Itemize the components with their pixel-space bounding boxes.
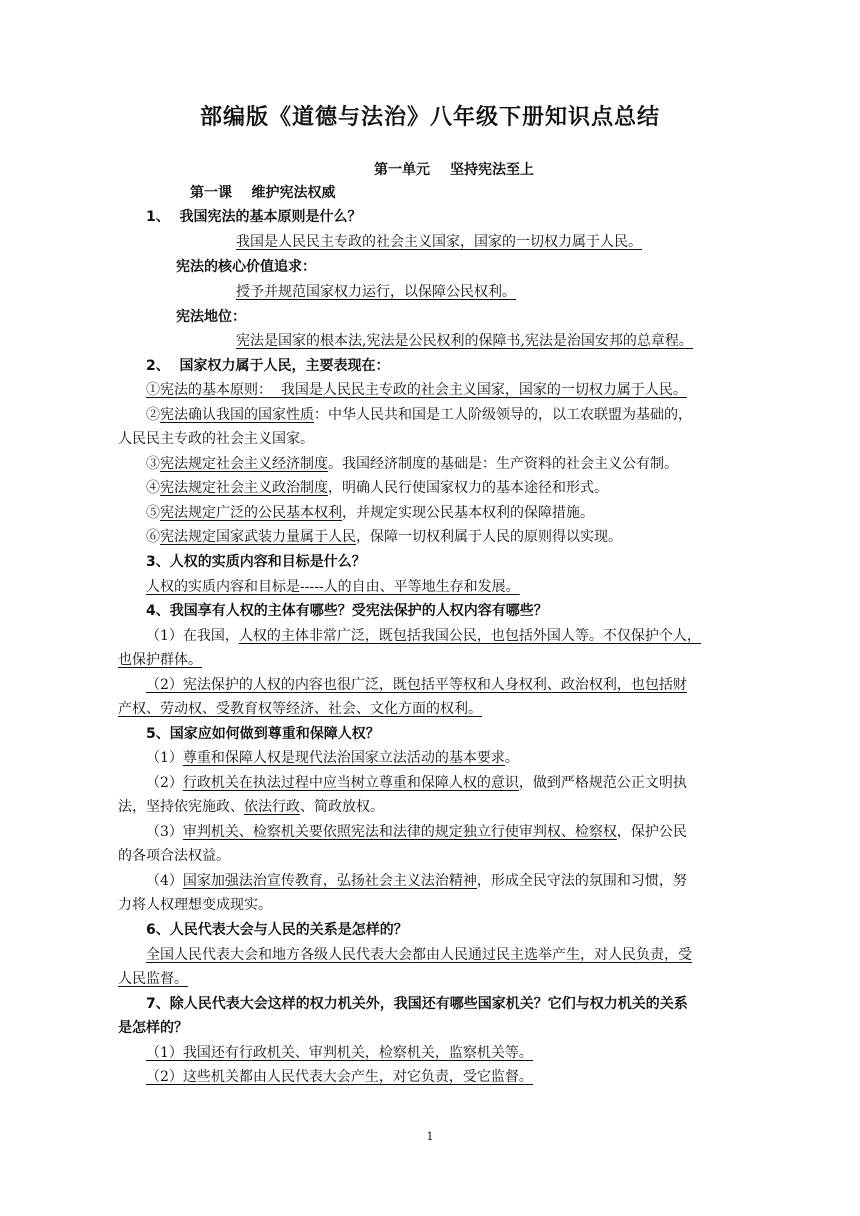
q5-answer-4-prefix: （4） <box>146 873 183 889</box>
q2-item-2-text: ：中华人民共和国是工人阶级领导的，以工农联盟为基础的， <box>314 407 692 423</box>
q7-heading-cont: 是怎样的？ <box>118 1020 188 1036</box>
q6-heading: 6、人民代表大会与人民的关系是怎样的？ <box>146 922 408 938</box>
q1-status-answer: 宪法是国家的根本法,宪法是公民权利的保障书,宪法是治国安邦的总章程。 <box>236 333 693 349</box>
q5-answer-2-cont <box>118 798 384 816</box>
q1-heading: 1、 我国宪法的基本原则是什么？ <box>146 209 362 225</box>
q1-answer: 我国是人民民主专政的社会主义国家，国家的一切权力属于人民。 <box>236 234 642 250</box>
q2-item-5-text: ，并规定实现公民基本权利的保障措施。 <box>342 505 594 521</box>
q4-answer-1-key: 人权的主体非常广泛，既包括我国公民，也包括外国人等。不仅保护个人， <box>238 628 701 644</box>
q4-heading: 4、我国享有人权的主体有哪些？受宪法保护的人权内容有哪些？ <box>146 603 548 619</box>
q4-answer-2: （2）宪法保护的人权的内容也很广泛，既包括平等权和人身权利、政治权利，也包括财 <box>146 677 687 693</box>
q1-core-label: 宪法的核心价值追求： <box>176 259 316 275</box>
q2-item-4-key: 宪法规定社会主义政治制度 <box>160 480 328 496</box>
q5-answer-2-key: 行政机关在执法过程中应当树立尊重和保障人权的意识 <box>182 775 519 791</box>
q4-answer-1-prefix: （1）在我国， <box>146 628 239 644</box>
q5-answer-3-text: ，保护公民 <box>616 824 687 840</box>
q2-item-6 <box>146 528 622 546</box>
q7-heading: 7、除人民代表大会这样的权力机关外，我国还有哪些国家机关？它们与权力机关的关系 <box>146 996 688 1012</box>
q5-answer-4-cont: 力将人权理想变成现实。 <box>118 897 272 913</box>
q5-answer-3 <box>146 823 687 841</box>
q5-answer-1-end: 。 <box>504 750 519 766</box>
q2-item-3 <box>146 455 678 473</box>
q2-item-2-marker: ② <box>146 407 160 423</box>
q5-answer-2-cont-b: 、简政放权。 <box>300 799 384 815</box>
q2-item-4 <box>146 479 608 497</box>
q2-item-6-text: ，保障一切权利属于人民的原则得以实现。 <box>356 529 622 545</box>
unit-name: 坚持宪法至上 <box>450 162 534 178</box>
q5-answer-1-prefix: （1） <box>146 750 183 766</box>
q5-answer-1-key: 尊重和保障人权是现代法治国家立法活动的基本要求 <box>182 750 505 766</box>
q2-item-4-text: ，明确人民行使国家权力的基本途径和形式。 <box>328 480 608 496</box>
unit-heading <box>0 159 860 179</box>
q7-answer-1: （1）我国还有行政机关、审判机关，检察机关，监察机关等。 <box>146 1045 533 1061</box>
q5-answer-3-cont: 的各项合法权益。 <box>118 848 230 864</box>
q7-answer-2: （2）这些机关都由人民代表大会产生，对它负责，受它监督。 <box>146 1069 533 1085</box>
q2-item-2-cont: 人民民主专政的社会主义国家。 <box>118 431 314 447</box>
q5-answer-3-key: 审判机关、检察机关要依照宪法和法律的规定独立行使审判权、检察权 <box>182 824 617 840</box>
q5-answer-4 <box>146 872 687 890</box>
q1-status-label: 宪法地位： <box>176 309 246 325</box>
document-title: 部编版《道德与法治》八年级下册知识点总结 <box>199 105 660 130</box>
q2-item-6-key: 宪法规定国家武装力量属于人民 <box>160 529 356 545</box>
page-number: 1 <box>426 1130 434 1143</box>
q5-heading: 5、国家应如何做到尊重和保障人权？ <box>146 726 380 742</box>
q2-item-5-marker: ⑤ <box>146 505 160 521</box>
q2-item-2 <box>146 406 692 424</box>
q5-answer-2-cont-key: 依法行政 <box>244 799 300 815</box>
q6-answer-cont: 人民监督。 <box>118 971 188 987</box>
lesson-heading: 第一课 维护宪法权威 <box>190 185 336 201</box>
q5-answer-3-prefix: （3） <box>146 824 183 840</box>
q2-item-6-marker: ⑥ <box>146 529 160 545</box>
q2-heading: 2、 国家权力属于人民，主要表现在： <box>146 358 390 374</box>
q2-item-4-marker: ④ <box>146 480 160 496</box>
q2-item-2-key: 宪法确认我国的国家性质 <box>160 407 314 423</box>
q5-answer-2 <box>146 774 687 792</box>
q5-answer-4-key: 国家加强法治宣传教育，弘扬社会主义法治精神 <box>182 873 477 889</box>
q2-item-3-key: 宪法规定社会主义经济制度 <box>160 456 328 472</box>
q2-item-3-marker: ③ <box>146 456 160 472</box>
q3-answer: 人权的实质内容和目标是-----人的自由、平等地生存和发展。 <box>146 579 520 595</box>
q1-core-answer: 授予并规范国家权力运行，以保障公民权利。 <box>236 284 516 300</box>
unit-number: 第一单元 <box>374 162 430 178</box>
q5-answer-4-text: ，形成全民守法的氛围和习惯，努 <box>476 873 687 889</box>
q4-answer-1-cont: 也保护群体。 <box>118 652 202 668</box>
q4-answer-2-cont: 产权、劳动权、受教育权等经济、社会、文化方面的权利。 <box>118 701 482 717</box>
q5-answer-2-prefix: （2） <box>146 775 183 791</box>
q3-heading: 3、人权的实质内容和目标是什么？ <box>146 554 366 570</box>
q5-answer-2-text: ，做到严格规范公正文明执 <box>518 775 687 791</box>
q2-item-3-text: 。我国经济制度的基础是：生产资料的社会主义公有制。 <box>328 456 678 472</box>
q2-item-5-key: 宪法规定广泛的公民基本权利 <box>160 505 342 521</box>
q6-answer: 全国人民代表大会和地方各级人民代表大会都由人民通过民主选举产生，对人民负责，受 <box>146 947 692 963</box>
q5-answer-1 <box>146 749 519 767</box>
q5-answer-2-cont-a: 法，坚持依宪施政、 <box>118 799 244 815</box>
q2-item-1: ①宪法的基本原则： 我国是人民民主专政的社会主义国家，国家的一切权力属于人民。 <box>146 382 687 398</box>
q4-answer-1 <box>146 627 701 645</box>
q2-item-5 <box>146 504 594 522</box>
